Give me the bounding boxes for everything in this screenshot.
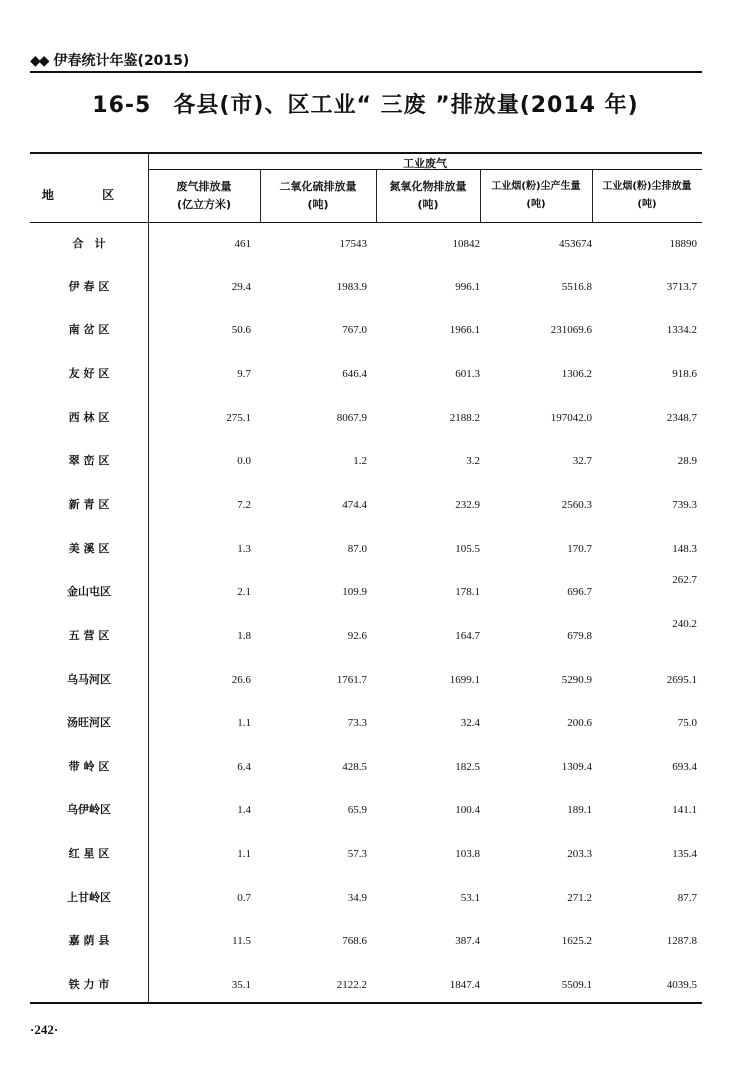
dust-produced-value: 1306.2 (561, 368, 592, 380)
dust-emitted-value: 135.4 (672, 848, 697, 860)
dust-produced-value: 32.7 (572, 455, 592, 467)
nox-value: 182.5 (455, 761, 480, 773)
exhaust-gas-value: 29.4 (231, 281, 251, 293)
table-row (30, 713, 702, 733)
nox-value: 105.5 (455, 543, 480, 555)
yearbook-name: 伊春统计年鉴(2015) (53, 53, 190, 69)
dust-produced-value: 271.2 (567, 892, 592, 904)
table-row (30, 451, 702, 471)
exhaust-gas-value: 1.8 (237, 630, 251, 642)
exhaust-gas-value: 11.5 (232, 935, 251, 947)
nox-value: 1847.4 (449, 979, 480, 991)
so2-value: 8067.9 (336, 412, 367, 424)
dust-produced-value: 170.7 (567, 543, 592, 555)
table-row (30, 800, 702, 820)
dust-produced-value: 5509.1 (561, 979, 592, 991)
table-row (30, 757, 702, 777)
column-header-unit: (吨) (526, 199, 546, 210)
dust-produced-value: 453674 (559, 238, 592, 250)
exhaust-gas-value: 461 (234, 238, 251, 250)
table-row (30, 618, 702, 646)
dust-produced-value: 189.1 (567, 804, 592, 816)
dust-emitted-value: 87.7 (677, 892, 697, 904)
dust-emitted-value: 2695.1 (666, 674, 697, 686)
dust-emitted-value: 28.9 (677, 455, 697, 467)
so2-value: 109.9 (342, 586, 367, 598)
so2-value: 428.5 (342, 761, 367, 773)
dust-emitted-value: 739.3 (672, 499, 697, 511)
dust-emitted-value: 75.0 (677, 717, 697, 729)
group-header: 工业废气 (403, 157, 447, 170)
column-header-line: 工业烟(粉)尘产生量 (491, 181, 581, 192)
region-name: 乌马河区 (67, 673, 111, 686)
exhaust-gas-value: 1.3 (237, 543, 251, 555)
so2-value: 1761.7 (336, 674, 367, 686)
table-row (30, 844, 702, 864)
region-name: 新 青 区 (68, 498, 110, 511)
region-name: 红 星 区 (68, 847, 110, 860)
column-header-unit: (亿立方米) (176, 198, 232, 211)
dust-emitted-value: 1334.2 (666, 324, 697, 336)
nox-value: 1699.1 (449, 674, 480, 686)
so2-value: 73.3 (347, 717, 367, 729)
exhaust-gas-value: 1.4 (237, 804, 251, 816)
region-name: 嘉 荫 县 (68, 934, 110, 947)
dust-emitted-value: 693.4 (672, 761, 697, 773)
nox-value: 3.2 (466, 455, 480, 467)
exhaust-gas-value: 0.0 (237, 455, 251, 467)
dust-emitted-value: 1287.8 (666, 935, 697, 947)
table-title (0, 88, 731, 119)
nox-value: 996.1 (455, 281, 480, 293)
column-header-nox (376, 178, 480, 214)
dust-produced-value: 679.8 (567, 630, 592, 642)
column-header-line: 二氧化硫排放量 (279, 180, 357, 193)
so2-value: 646.4 (342, 368, 367, 380)
nox-value: 32.4 (460, 717, 480, 729)
table-number: 16-5 (92, 93, 152, 118)
so2-value: 2122.2 (336, 979, 367, 991)
so2-value: 65.9 (347, 804, 367, 816)
nox-value: 1966.1 (449, 324, 480, 336)
region-name: 西 林 区 (68, 411, 110, 424)
region-name: 友 好 区 (68, 367, 110, 380)
header-rule (30, 71, 702, 73)
so2-value: 34.9 (347, 892, 367, 904)
exhaust-gas-value: 26.6 (231, 674, 251, 686)
nox-value: 103.8 (455, 848, 480, 860)
nox-value: 164.7 (455, 630, 480, 642)
column-header-line: 废气排放量 (176, 180, 232, 193)
exhaust-gas-value: 275.1 (226, 412, 251, 424)
region-name: 乌伊岭区 (67, 803, 111, 816)
dust-emitted-value: 18890 (669, 238, 697, 250)
exhaust-gas-value: 0.7 (237, 892, 251, 904)
table-row (30, 364, 702, 384)
table-row (30, 670, 702, 690)
exhaust-gas-value: 35.1 (231, 979, 251, 991)
dust-produced-value: 197042.0 (550, 412, 592, 424)
column-header-line: 氮氧化物排放量 (389, 180, 467, 193)
so2-value: 474.4 (342, 499, 367, 511)
region-name: 带 岭 区 (68, 760, 110, 773)
so2-value: 1.2 (353, 455, 367, 467)
region-name: 南 岔 区 (68, 323, 110, 336)
region-name: 铁 力 市 (68, 978, 110, 991)
running-head (30, 50, 189, 70)
region-name: 伊 春 区 (68, 280, 110, 293)
column-header-unit: (吨) (307, 198, 329, 211)
nox-value: 387.4 (455, 935, 480, 947)
so2-value: 1983.9 (336, 281, 367, 293)
dust-emitted-value: 240.2 (672, 618, 697, 630)
table-row (30, 408, 702, 428)
nox-value: 232.9 (455, 499, 480, 511)
dust-emitted-value: 141.1 (672, 804, 697, 816)
dust-produced-value: 231069.6 (550, 324, 592, 336)
dust-produced-value: 203.3 (567, 848, 592, 860)
table-row (30, 277, 702, 297)
so2-value: 768.6 (342, 935, 367, 947)
nox-value: 10842 (452, 238, 480, 250)
dust-emitted-value: 148.3 (672, 543, 697, 555)
column-header-dust-produced (480, 178, 592, 214)
exhaust-gas-value: 6.4 (237, 761, 251, 773)
region-name: 翠 峦 区 (68, 454, 110, 467)
region-name: 五 营 区 (68, 629, 110, 642)
dust-produced-value: 2560.3 (561, 499, 592, 511)
region-name: 汤旺河区 (67, 716, 111, 729)
dust-produced-value: 696.7 (567, 586, 592, 598)
table-row (30, 234, 702, 254)
exhaust-gas-value: 2.1 (237, 586, 251, 598)
table-row (30, 975, 702, 995)
exhaust-gas-value: 7.2 (237, 499, 251, 511)
dust-produced-value: 200.6 (567, 717, 592, 729)
table-bottom-rule (30, 1002, 702, 1004)
header-bottom-rule (30, 222, 702, 223)
region-name: 美 溪 区 (68, 542, 110, 555)
dust-emitted-value: 918.6 (672, 368, 697, 380)
so2-value: 57.3 (347, 848, 367, 860)
dust-produced-value: 5516.8 (561, 281, 592, 293)
so2-value: 87.0 (347, 543, 367, 555)
column-header-dust-emitted (592, 178, 702, 214)
dust-produced-value: 1309.4 (561, 761, 592, 773)
dust-emitted-value: 262.7 (672, 574, 697, 586)
column-header-so2 (260, 178, 376, 214)
column-header-line: 工业烟(粉)尘排放量 (602, 181, 692, 192)
region-name: 金山屯区 (67, 585, 111, 598)
nox-value: 178.1 (455, 586, 480, 598)
dust-produced-value: 5290.9 (561, 674, 592, 686)
dust-produced-value: 1625.2 (561, 935, 592, 947)
region-name: 合 计 (72, 237, 106, 250)
dust-emitted-value: 2348.7 (666, 412, 697, 424)
dust-emitted-value: 4039.5 (666, 979, 697, 991)
exhaust-gas-value: 9.7 (237, 368, 251, 380)
dust-emitted-value: 3713.7 (666, 281, 697, 293)
exhaust-gas-value: 50.6 (231, 324, 251, 336)
exhaust-gas-value: 1.1 (237, 717, 251, 729)
diamond-bullets-icon: ◆◆ (30, 53, 48, 69)
so2-value: 767.0 (342, 324, 367, 336)
column-header-unit: (吨) (417, 198, 439, 211)
table-row (30, 539, 702, 559)
page-number: ·242· (30, 1022, 59, 1037)
exhaust-gas-value: 1.1 (237, 848, 251, 860)
so2-value: 17543 (339, 238, 367, 250)
table-top-rule (30, 152, 702, 154)
table-row (30, 574, 702, 602)
table-row (30, 495, 702, 515)
column-header-exhaust-gas (148, 178, 260, 214)
nox-value: 2188.2 (449, 412, 480, 424)
table-row (30, 320, 702, 340)
nox-value: 601.3 (455, 368, 480, 380)
table-row (30, 931, 702, 951)
nox-value: 53.1 (460, 892, 480, 904)
nox-value: 100.4 (455, 804, 480, 816)
region-name: 上甘岭区 (67, 891, 111, 904)
table-title-text: 各县(市)、区工业“ 三废 ”排放量(2014 年) (173, 93, 639, 118)
column-header-unit: (吨) (637, 199, 657, 210)
table-row (30, 888, 702, 908)
so2-value: 92.6 (347, 630, 367, 642)
region-column-header: 地 区 (41, 188, 137, 202)
